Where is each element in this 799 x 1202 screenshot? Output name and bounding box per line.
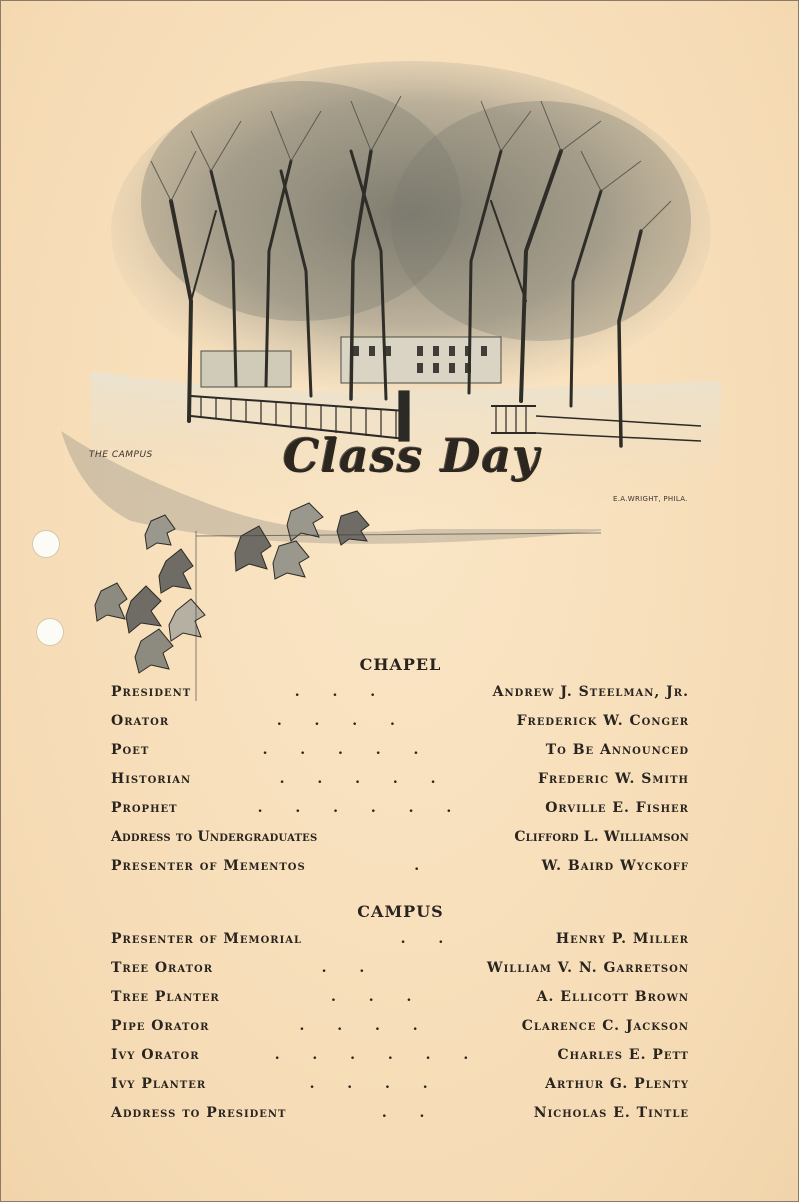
person-name: Frederic W. Smith [537,771,689,787]
program-row [111,742,689,764]
role-label: Pipe Orator [111,1018,210,1034]
role-label: Orator [111,713,170,729]
person-name: Charles E. Pett [557,1047,689,1063]
dot-leader: . . . . [309,1076,442,1092]
program-row [111,1047,689,1069]
dot-leader: . . . . [276,713,409,729]
program-row [111,1018,689,1040]
person-name: Nicholas E. Tintle [533,1105,689,1121]
dot-leader: . . . [294,684,390,700]
program-row [111,931,689,953]
dot-leader: . . [381,1105,439,1121]
program-row [111,829,689,851]
role-label: Presenter of Memorial [111,931,303,947]
person-name: A. Ellicott Brown [536,989,689,1005]
role-label: President [111,684,192,700]
program-row [111,960,689,982]
program-row [111,713,689,735]
role-label: Ivy Planter [111,1076,207,1092]
campus-engraving [1,1,799,721]
person-name: Orville E. Fisher [545,800,689,816]
person-name: W. Baird Wyckoff [541,858,689,874]
role-label: Address to Undergraduates [111,829,318,845]
person-name: William V. N. Garretson [486,960,689,976]
image-caption: THE CAMPUS [89,450,153,460]
program-row [111,684,689,706]
person-name: Clifford L. Williamson [514,829,689,845]
dot-leader: . . . . [299,1018,432,1034]
chapel-heading: CHAPEL [359,655,442,674]
role-label: Prophet [111,800,178,816]
program-row [111,1105,689,1127]
person-name: Andrew J. Steelman, Jr. [492,684,689,700]
dot-leader: . . [400,931,458,947]
role-label: Presenter of Mementos [111,858,306,874]
program-row [111,858,689,880]
person-name: Henry P. Miller [555,931,689,947]
person-name: Clarence C. Jackson [521,1018,689,1034]
dot-leader: . . . . . [262,742,433,758]
dot-leader: . . . . . . [274,1047,483,1063]
campus-heading: CAMPUS [357,902,444,921]
engraver-credit: E.A.WRIGHT, PHILA. [613,495,688,503]
program-row [111,989,689,1011]
role-label: Tree Planter [111,989,220,1005]
dot-leader: . . . . . . [257,800,466,816]
person-name: To Be Announced [545,742,689,758]
role-label: Ivy Orator [111,1047,200,1063]
program-row [111,1076,689,1098]
page-title: Class Day [283,429,541,483]
person-name: Frederick W. Conger [516,713,689,729]
role-label: Historian [111,771,192,787]
program-row [111,800,689,822]
role-label: Tree Orator [111,960,214,976]
dot-leader: . . . . . [279,771,450,787]
dot-leader: . . [321,960,379,976]
dot-leader: . . . [330,989,426,1005]
person-name: Arthur G. Plenty [545,1076,689,1092]
role-label: Poet [111,742,150,758]
role-label: Address to President [111,1105,287,1121]
program-row [111,771,689,793]
dot-leader: . [414,858,434,874]
